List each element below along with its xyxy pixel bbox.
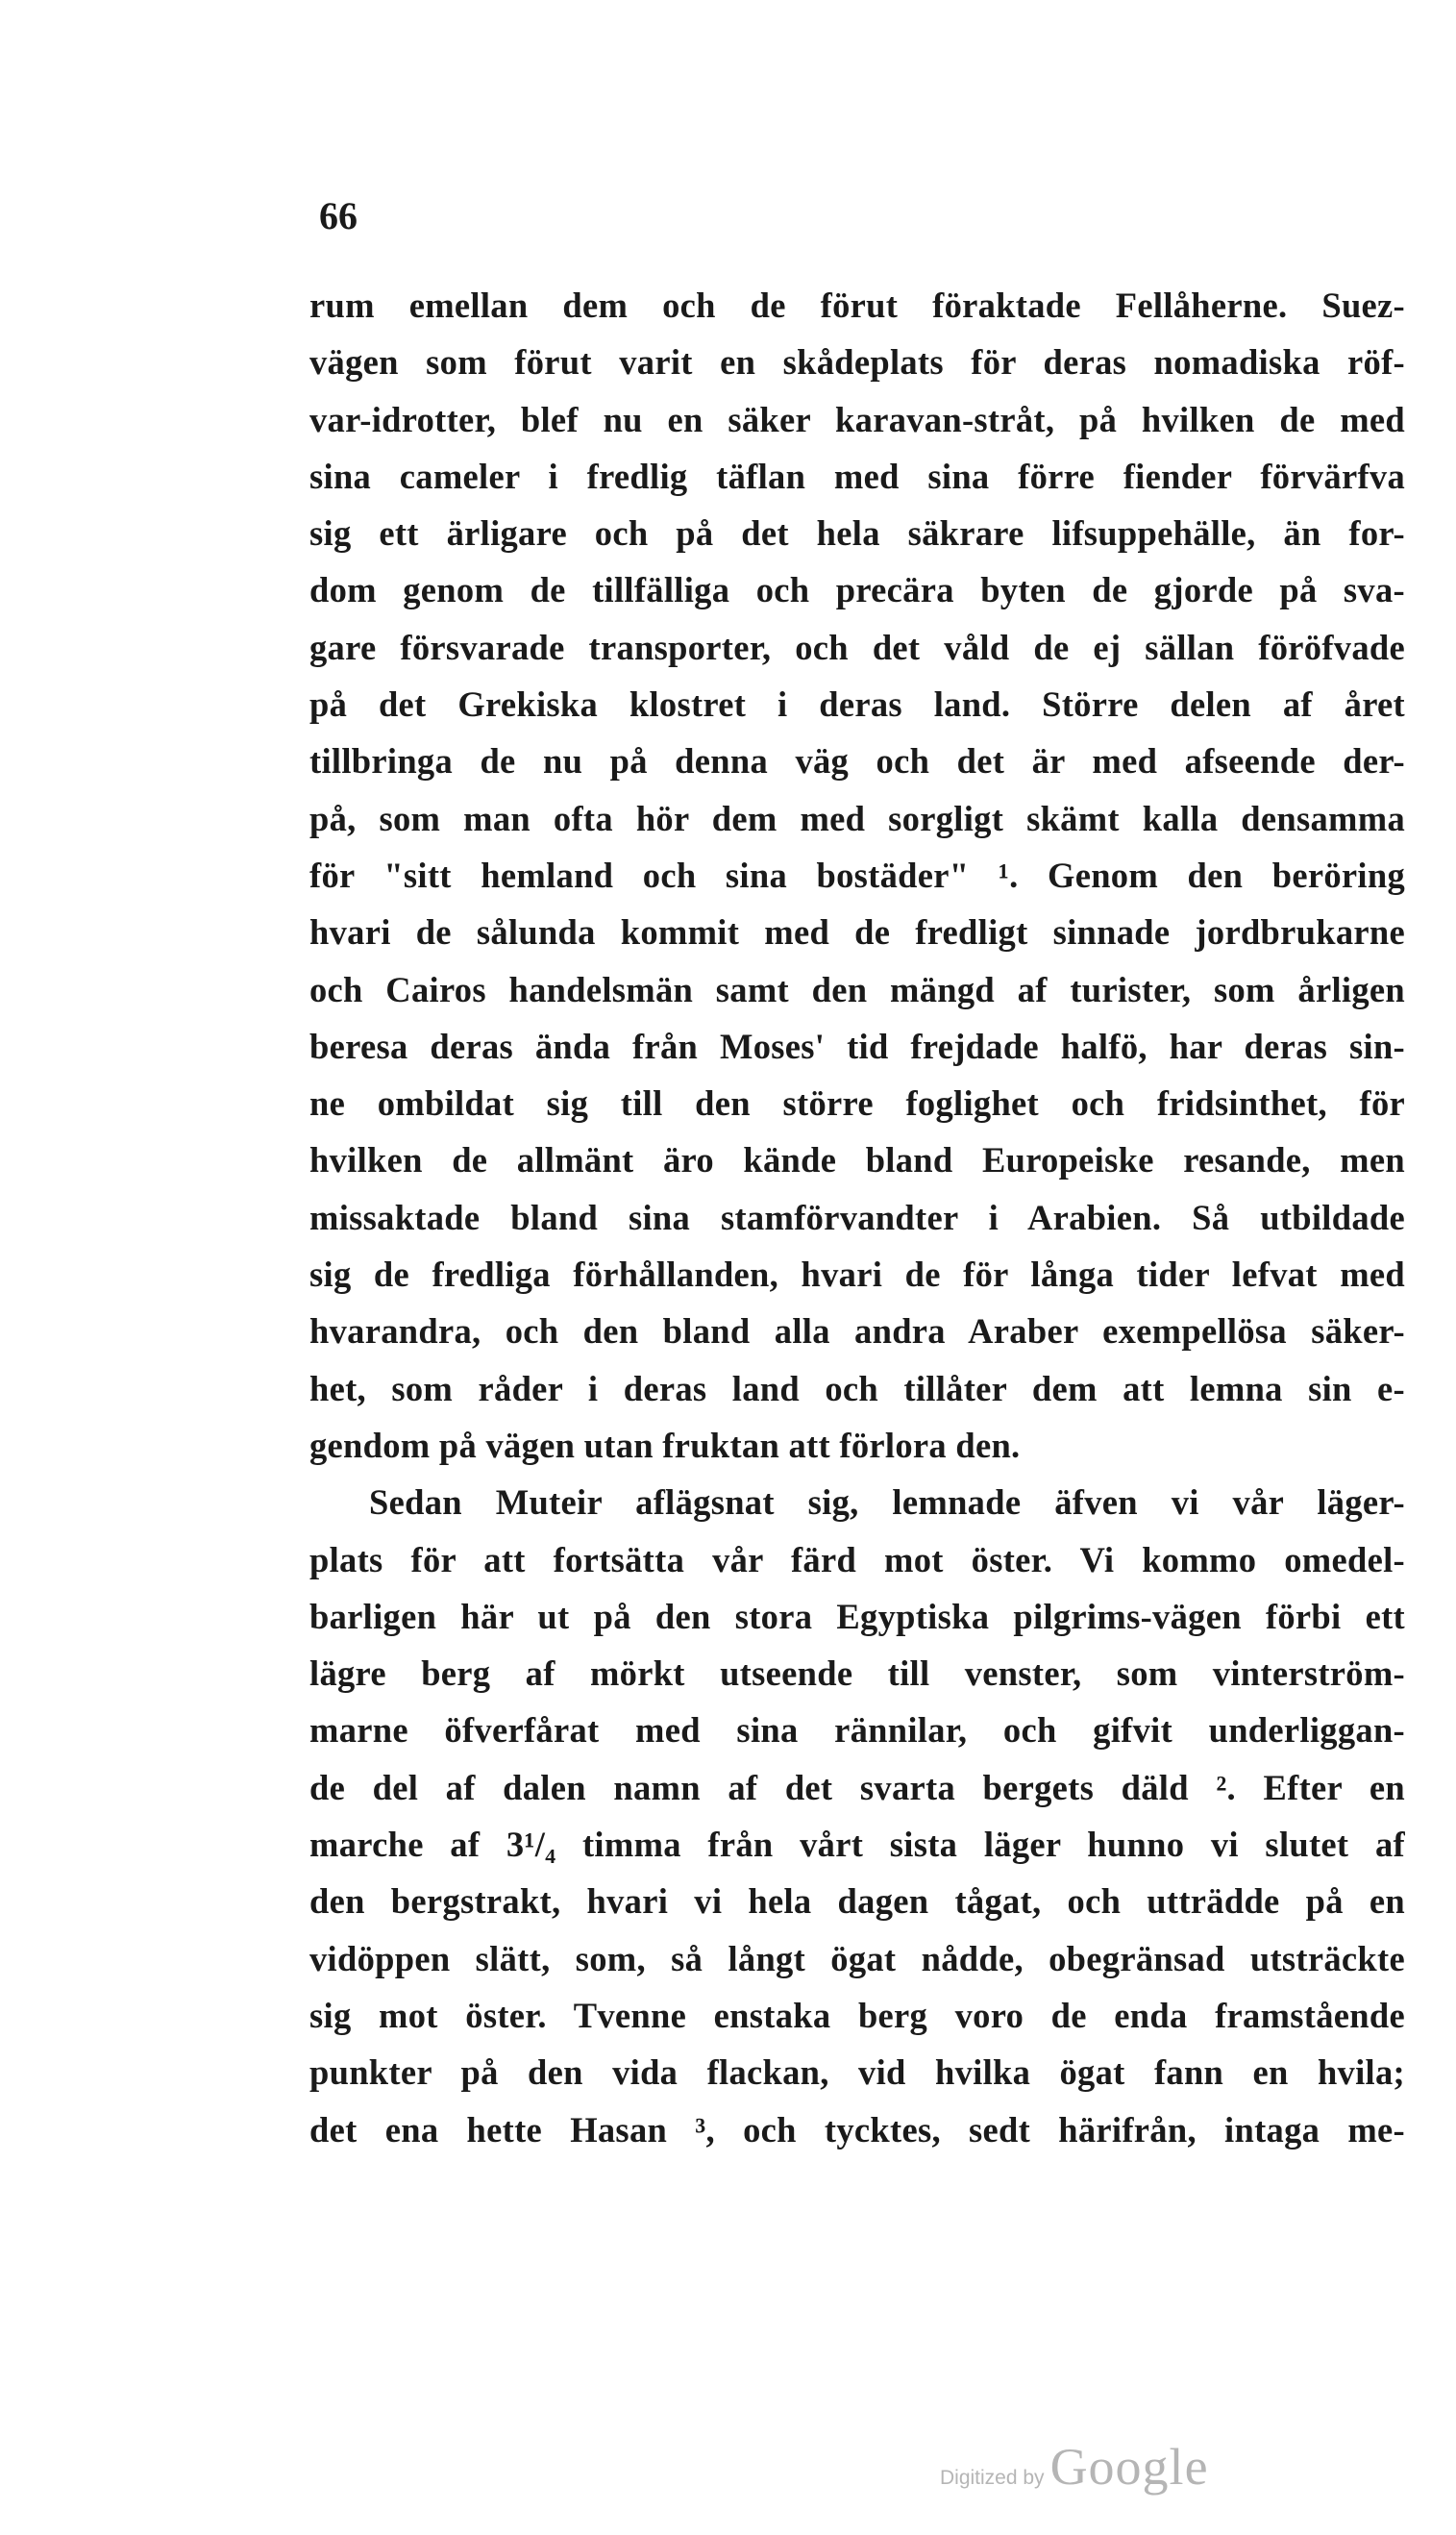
text-line: hvari de sålunda kommit med de fredligt sinnade jordbrukarne: [309, 912, 1405, 953]
text-line: het, som råder i deras land och tillåter dem att lemna sin e-: [309, 1368, 1405, 1408]
text-line: sina cameler i fredlig täflan med sina förre fiender förvärfva: [309, 456, 1405, 496]
text-line: barligen här ut på den stora Egyptiska pilgrims-vägen förbi ett: [309, 1596, 1405, 1636]
text-line: hvilken de allmänt äro kände bland Europeiske resande, men: [309, 1140, 1405, 1181]
text-line: Sedan Muteir aflägsnat sig, lemnade äfven vi vår läger-: [369, 1482, 1405, 1523]
text-line: och Cairos handelsmän samt den mängd af turister, som årligen: [309, 969, 1405, 1009]
page-number: 66: [319, 194, 358, 237]
text-line: på det Grekiska klostret i deras land. Större delen af året: [309, 684, 1405, 725]
text-line: lägre berg af mörkt utseende till venster, som vinterström-: [309, 1653, 1405, 1694]
text-line: marne öfverfårat med sina rännilar, och gifvit underliggan-: [309, 1710, 1405, 1751]
text-line: punkter på den vida flackan, vid hvilka ögat fann en hvila;: [309, 2052, 1405, 2093]
text-line: på, som man ofta hör dem med sorgligt skämt kalla densamma: [309, 798, 1405, 838]
text-line: ne ombildat sig till den större foglighet och fridsinthet, för: [309, 1083, 1405, 1124]
text-line: vidöppen slätt, som, så långt ögat nådde, obegränsad utsträckte: [309, 1938, 1405, 1978]
text-line: rum emellan dem och de förut föraktade Fellåherne. Suez-: [309, 286, 1405, 325]
text-line: dom genom de tillfälliga och precära byten de gjorde på sva-: [309, 570, 1405, 610]
body-text: [309, 277, 1405, 2158]
text-line: sig de fredliga förhållanden, hvari de för långa tider lefvat med: [309, 1255, 1405, 1295]
watermark-prefix: Digitized by: [940, 2467, 1045, 2489]
text-line: tillbringa de nu på denna väg och det är med afseende der-: [309, 741, 1405, 782]
text-line: de del af dalen namn af det svarta bergets däld ². Efter en: [309, 1767, 1405, 1807]
text-line: vägen som förut varit en skådeplats för deras nomadiska röf-: [309, 342, 1405, 383]
text-line: gendom på vägen utan fruktan att förlora den.: [309, 1425, 1021, 1465]
text-line: sig ett ärligare och på det hela säkrare lifsuppehälle, än for-: [309, 513, 1405, 554]
text-line: gare försvarade transporter, och det våld de ej sällan föröfvade: [309, 627, 1405, 667]
text-line: för "sitt hemland och sina bostäder" ¹. Genom den beröring: [309, 855, 1405, 895]
text-line: beresa deras ända från Moses' tid frejdade halfö, har deras sin-: [309, 1026, 1405, 1066]
digitized-watermark: [940, 2437, 1209, 2497]
text-line: den bergstrakt, hvari vi hela dagen tågat, och utträdde på en: [309, 1881, 1405, 1922]
text-line: marche af 3¹/₄ timma från vårt sista läger hunno vi slutet af: [309, 1825, 1405, 1865]
text-line: plats för att fortsätta vår färd mot öster. Vi kommo omedel-: [309, 1539, 1405, 1579]
text-line: hvarandra, och den bland alla andra Araber exempellösa säker-: [309, 1311, 1405, 1352]
text-line: det ena hette Hasan ³, och tycktes, sedt härifrån, intaga me-: [309, 2109, 1405, 2150]
text-line: sig mot öster. Tvenne enstaka berg voro de enda framstående: [309, 1995, 1405, 2035]
text-line: var-idrotter, blef nu en säker karavan-stråt, på hvilken de med: [309, 399, 1405, 439]
google-logo: Google: [1049, 2438, 1209, 2496]
text-line: missaktade bland sina stamförvandter i Arabien. Så utbildade: [309, 1197, 1405, 1237]
